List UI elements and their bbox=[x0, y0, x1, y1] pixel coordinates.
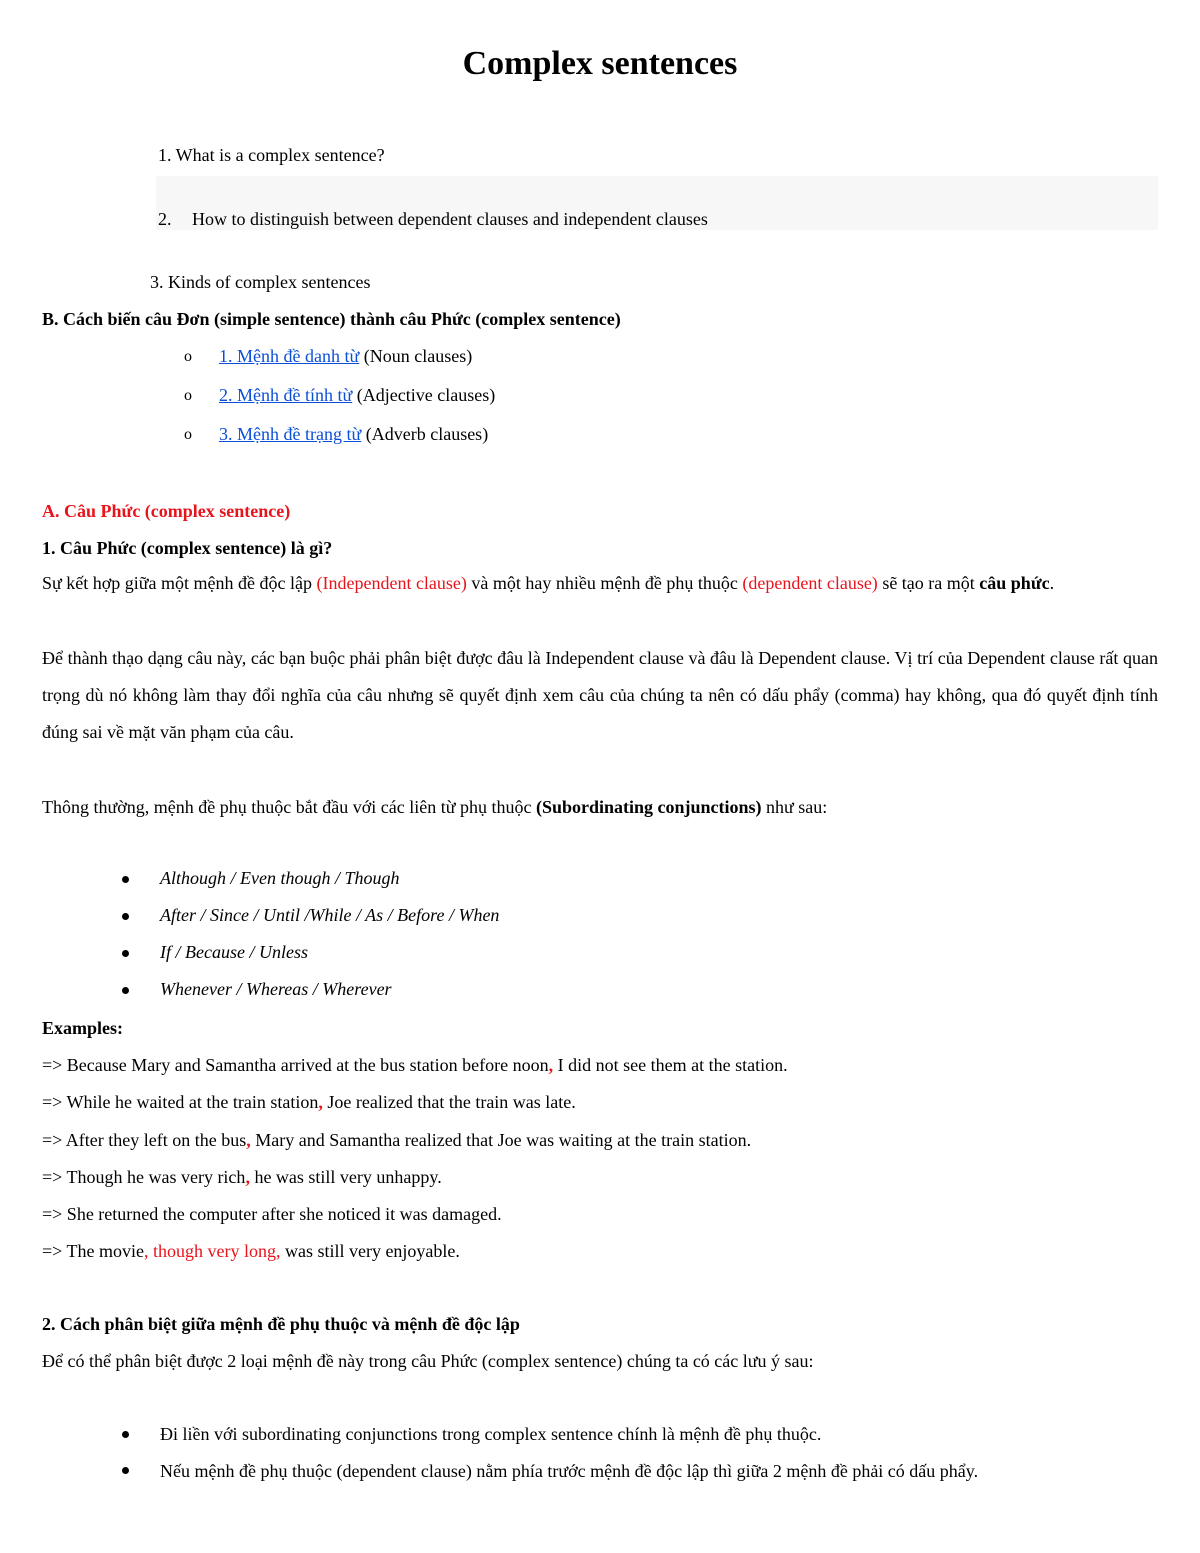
examples-label: Examples: bbox=[42, 1018, 123, 1038]
example-text: => While he waited at the train station bbox=[42, 1092, 319, 1112]
example-line bbox=[42, 1203, 502, 1225]
bullet-icon bbox=[122, 950, 129, 957]
document-title: Complex sentences bbox=[462, 45, 738, 82]
bullet-icon bbox=[122, 876, 129, 883]
subordinating-conjunctions-term: (Subordinating conjunctions) bbox=[535, 797, 762, 817]
example-text: was still very enjoyable. bbox=[280, 1241, 460, 1261]
example-text: Joe realized that the train was late. bbox=[322, 1092, 576, 1112]
paragraph-text: Sự kết hợp giữa một mệnh đề độc lập bbox=[42, 573, 317, 593]
comma-highlight: , bbox=[245, 1167, 250, 1187]
section-2-heading: 2. Cách phân biệt giữa mệnh đề phụ thuộc và mệnh đề độc lập bbox=[42, 1314, 520, 1334]
section-b-item-3 bbox=[219, 423, 488, 445]
rule-list-item: Đi liền với subordinating conjunctions trong complex sentence chính là mệnh đề phụ thuộc. bbox=[160, 1424, 822, 1444]
toc-item-2-number: 2. bbox=[158, 209, 172, 229]
conjunction-list-item: Whenever / Whereas / Wherever bbox=[160, 979, 392, 999]
example-line bbox=[42, 1091, 576, 1113]
example-text: he was still very unhappy. bbox=[249, 1167, 442, 1187]
paragraph-text: Thông thường, mệnh đề phụ thuộc bắt đầu với các liên từ phụ thuộc bbox=[42, 797, 536, 817]
bullet-icon bbox=[122, 913, 129, 920]
section-b-item-1 bbox=[219, 345, 472, 367]
bullet-icon bbox=[122, 987, 129, 994]
example-text: => She returned the computer after she noticed it was damaged. bbox=[42, 1204, 502, 1224]
toc-item-1: 1. What is a complex sentence? bbox=[158, 145, 385, 165]
conjunction-list-item: If / Because / Unless bbox=[160, 942, 308, 962]
example-text: Mary and Samantha realized that Joe was waiting at the train station. bbox=[250, 1130, 752, 1150]
bullet-icon bbox=[122, 1467, 129, 1474]
paragraph-text: và một hay nhiều mệnh đề phụ thuộc bbox=[466, 573, 743, 593]
section-b-item-1-rest: (Noun clauses) bbox=[359, 346, 473, 366]
clause-highlight: , though very long, bbox=[143, 1241, 281, 1261]
example-text: => After they left on the bus bbox=[42, 1130, 247, 1150]
example-line bbox=[42, 1240, 460, 1262]
example-text: => The movie bbox=[42, 1241, 144, 1261]
noun-clauses-link[interactable]: 1. Mệnh đề danh từ bbox=[219, 346, 360, 366]
complex-sentence-term: câu phức bbox=[979, 573, 1050, 593]
dependent-clause-term: (dependent clause) bbox=[742, 573, 878, 593]
circle-bullet-icon: o bbox=[184, 387, 192, 404]
section-b-heading: B. Cách biến câu Đơn (simple sentence) thành câu Phức (complex sentence) bbox=[42, 309, 621, 329]
section-b-item-3-rest: (Adverb clauses) bbox=[361, 424, 489, 444]
section-2-intro: Để có thể phân biệt được 2 loại mệnh đề này trong câu Phức (complex sentence) chúng ta có các lưu ý sau: bbox=[42, 1351, 814, 1371]
paragraph-explanation: Để thành thạo dạng câu này, các bạn buộc phải phân biệt được đâu là Independent clause và đâu là Dependent clause. Vị trí của Dependent clause rất quan trọng dù nó không làm thay đổi nghĩa của câu nhưng sẽ quyết định xem câu của chúng ta nên có dấu phẩy (comma) hay không, qua đó quyết định tính đúng sai về mặt văn phạm của câu. bbox=[42, 648, 1158, 742]
conjunction-list-item: Although / Even though / Though bbox=[160, 868, 400, 888]
example-text: => Because Mary and Samantha arrived at the bus station before noon bbox=[42, 1055, 549, 1075]
bullet-icon bbox=[122, 1431, 129, 1438]
independent-clause-term: (Independent clause) bbox=[316, 573, 467, 593]
paragraph-conjunctions-intro bbox=[42, 796, 827, 818]
example-text: I did not see them at the station. bbox=[553, 1055, 788, 1075]
adverb-clauses-link[interactable]: 3. Mệnh đề trạng từ bbox=[219, 424, 362, 444]
paragraph-definition bbox=[42, 565, 1158, 602]
section-b-item-2-rest: (Adjective clauses) bbox=[352, 385, 496, 405]
toc-item-2: How to distinguish between dependent clauses and independent clauses bbox=[192, 209, 708, 229]
comma-highlight: , bbox=[318, 1092, 323, 1112]
toc-item-3: 3. Kinds of complex sentences bbox=[150, 272, 371, 292]
rule-list-item: Nếu mệnh đề phụ thuộc (dependent clause) nằm phía trước mệnh đề độc lập thì giữa 2 mệnh đề phải có dấu phẩy. bbox=[160, 1461, 979, 1481]
section-b-item-2 bbox=[219, 384, 495, 406]
adjective-clauses-link[interactable]: 2. Mệnh đề tính từ bbox=[219, 385, 353, 405]
example-text: => Though he was very rich bbox=[42, 1167, 246, 1187]
example-line bbox=[42, 1166, 442, 1188]
comma-highlight: , bbox=[246, 1130, 251, 1150]
example-line bbox=[42, 1129, 751, 1151]
circle-bullet-icon: o bbox=[184, 348, 192, 365]
comma-highlight: , bbox=[548, 1055, 554, 1075]
circle-bullet-icon: o bbox=[184, 426, 192, 443]
conjunction-list-item: After / Since / Until /While / As / Before / When bbox=[160, 905, 500, 925]
example-line bbox=[42, 1054, 788, 1076]
section-a-heading: A. Câu Phức (complex sentence) bbox=[42, 501, 291, 521]
question-1-heading: 1. Câu Phức (complex sentence) là gì? bbox=[42, 538, 333, 558]
paragraph-text: . bbox=[1049, 573, 1055, 593]
paragraph-text: như sau: bbox=[761, 797, 828, 817]
paragraph-text: sẽ tạo ra một bbox=[877, 573, 980, 593]
